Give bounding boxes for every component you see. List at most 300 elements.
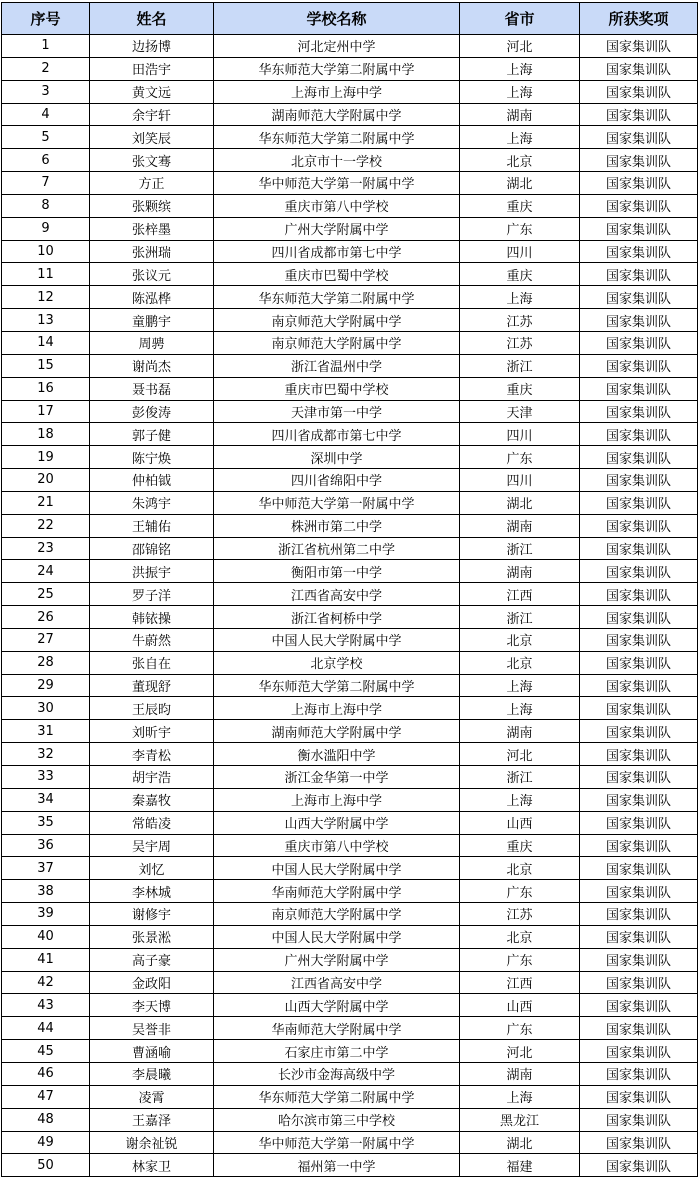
cell-province: 湖南 bbox=[460, 514, 580, 537]
cell-name: 边扬博 bbox=[90, 35, 214, 58]
table-row bbox=[2, 606, 698, 629]
cell-school: 浙江省温州中学 bbox=[214, 354, 460, 377]
cell-index: 6 bbox=[2, 149, 90, 172]
cell-school: 江西省高安中学 bbox=[214, 583, 460, 606]
cell-award: 国家集训队 bbox=[580, 651, 698, 674]
cell-award: 国家集训队 bbox=[580, 537, 698, 560]
table-row bbox=[2, 857, 698, 880]
table-row bbox=[2, 103, 698, 126]
cell-award: 国家集训队 bbox=[580, 834, 698, 857]
cell-school: 华中师范大学第一附属中学 bbox=[214, 491, 460, 514]
cell-award: 国家集训队 bbox=[580, 354, 698, 377]
cell-award: 国家集训队 bbox=[580, 994, 698, 1017]
cell-award: 国家集训队 bbox=[580, 1154, 698, 1177]
table-row bbox=[2, 560, 698, 583]
table-row bbox=[2, 400, 698, 423]
cell-province: 山西 bbox=[460, 811, 580, 834]
cell-province: 广东 bbox=[460, 1017, 580, 1040]
cell-index: 49 bbox=[2, 1131, 90, 1154]
cell-index: 20 bbox=[2, 469, 90, 492]
cell-index: 10 bbox=[2, 240, 90, 263]
cell-province: 北京 bbox=[460, 857, 580, 880]
cell-award: 国家集训队 bbox=[580, 606, 698, 629]
cell-school: 华东师范大学第二附属中学 bbox=[214, 286, 460, 309]
cell-school: 上海市上海中学 bbox=[214, 788, 460, 811]
cell-school: 天津市第一中学 bbox=[214, 400, 460, 423]
cell-award: 国家集训队 bbox=[580, 35, 698, 58]
table-row bbox=[2, 126, 698, 149]
table-row bbox=[2, 331, 698, 354]
cell-name: 张景淞 bbox=[90, 925, 214, 948]
cell-province: 湖南 bbox=[460, 560, 580, 583]
table-row bbox=[2, 491, 698, 514]
cell-name: 邵锦铭 bbox=[90, 537, 214, 560]
cell-index: 26 bbox=[2, 606, 90, 629]
cell-province: 湖北 bbox=[460, 491, 580, 514]
header-award: 所获奖项 bbox=[580, 3, 698, 35]
cell-index: 38 bbox=[2, 880, 90, 903]
cell-school: 山西大学附属中学 bbox=[214, 994, 460, 1017]
cell-province: 江苏 bbox=[460, 903, 580, 926]
cell-index: 5 bbox=[2, 126, 90, 149]
cell-name: 高子豪 bbox=[90, 948, 214, 971]
table-row bbox=[2, 423, 698, 446]
cell-award: 国家集训队 bbox=[580, 925, 698, 948]
table-header bbox=[2, 3, 698, 35]
table-row bbox=[2, 149, 698, 172]
cell-province: 北京 bbox=[460, 628, 580, 651]
table-row bbox=[2, 263, 698, 286]
cell-index: 27 bbox=[2, 628, 90, 651]
cell-name: 金政阳 bbox=[90, 971, 214, 994]
cell-school: 福州第一中学 bbox=[214, 1154, 460, 1177]
table-row bbox=[2, 446, 698, 469]
cell-name: 朱鸿宇 bbox=[90, 491, 214, 514]
cell-award: 国家集训队 bbox=[580, 172, 698, 195]
cell-school: 华东师范大学第二附属中学 bbox=[214, 1085, 460, 1108]
table-row bbox=[2, 286, 698, 309]
cell-school: 重庆市第八中学校 bbox=[214, 194, 460, 217]
cell-province: 上海 bbox=[460, 57, 580, 80]
cell-award: 国家集训队 bbox=[580, 1040, 698, 1063]
cell-index: 22 bbox=[2, 514, 90, 537]
table-row bbox=[2, 788, 698, 811]
cell-index: 21 bbox=[2, 491, 90, 514]
cell-name: 谢尚杰 bbox=[90, 354, 214, 377]
cell-school: 衡水滥阳中学 bbox=[214, 743, 460, 766]
table-row bbox=[2, 766, 698, 789]
cell-school: 湖南师范大学附属中学 bbox=[214, 103, 460, 126]
cell-name: 洪振宇 bbox=[90, 560, 214, 583]
table-row bbox=[2, 948, 698, 971]
cell-index: 19 bbox=[2, 446, 90, 469]
cell-school: 四川省成都市第七中学 bbox=[214, 423, 460, 446]
cell-award: 国家集训队 bbox=[580, 811, 698, 834]
table-row bbox=[2, 80, 698, 103]
cell-name: 刘笑辰 bbox=[90, 126, 214, 149]
cell-province: 北京 bbox=[460, 925, 580, 948]
cell-name: 余宇轩 bbox=[90, 103, 214, 126]
cell-school: 华东师范大学第二附属中学 bbox=[214, 674, 460, 697]
cell-index: 7 bbox=[2, 172, 90, 195]
cell-index: 50 bbox=[2, 1154, 90, 1177]
cell-index: 36 bbox=[2, 834, 90, 857]
cell-school: 华东师范大学第二附属中学 bbox=[214, 126, 460, 149]
cell-province: 湖南 bbox=[460, 1062, 580, 1085]
cell-province: 天津 bbox=[460, 400, 580, 423]
cell-name: 董现舒 bbox=[90, 674, 214, 697]
table-row bbox=[2, 1062, 698, 1085]
table-row bbox=[2, 537, 698, 560]
cell-province: 湖北 bbox=[460, 1131, 580, 1154]
cell-school: 湖南师范大学附属中学 bbox=[214, 720, 460, 743]
cell-province: 上海 bbox=[460, 286, 580, 309]
cell-index: 35 bbox=[2, 811, 90, 834]
table-row bbox=[2, 1085, 698, 1108]
cell-name: 秦嘉牧 bbox=[90, 788, 214, 811]
cell-province: 湖南 bbox=[460, 103, 580, 126]
cell-school: 广州大学附属中学 bbox=[214, 948, 460, 971]
table-row bbox=[2, 57, 698, 80]
cell-province: 河北 bbox=[460, 35, 580, 58]
cell-index: 43 bbox=[2, 994, 90, 1017]
cell-award: 国家集训队 bbox=[580, 948, 698, 971]
cell-school: 南京师范大学附属中学 bbox=[214, 309, 460, 332]
cell-school: 四川省绵阳中学 bbox=[214, 469, 460, 492]
cell-award: 国家集训队 bbox=[580, 377, 698, 400]
cell-school: 石家庄市第二中学 bbox=[214, 1040, 460, 1063]
cell-award: 国家集训队 bbox=[580, 857, 698, 880]
cell-award: 国家集训队 bbox=[580, 720, 698, 743]
cell-index: 9 bbox=[2, 217, 90, 240]
cell-school: 江西省高安中学 bbox=[214, 971, 460, 994]
cell-name: 黄文远 bbox=[90, 80, 214, 103]
cell-name: 仲柏钺 bbox=[90, 469, 214, 492]
cell-school: 中国人民大学附属中学 bbox=[214, 628, 460, 651]
cell-award: 国家集训队 bbox=[580, 1131, 698, 1154]
header-school: 学校名称 bbox=[214, 3, 460, 35]
cell-name: 胡宇浩 bbox=[90, 766, 214, 789]
cell-name: 刘忆 bbox=[90, 857, 214, 880]
cell-province: 四川 bbox=[460, 240, 580, 263]
cell-province: 重庆 bbox=[460, 263, 580, 286]
cell-province: 北京 bbox=[460, 149, 580, 172]
cell-name: 吴誉非 bbox=[90, 1017, 214, 1040]
table-row bbox=[2, 811, 698, 834]
cell-award: 国家集训队 bbox=[580, 971, 698, 994]
cell-name: 张颗缤 bbox=[90, 194, 214, 217]
cell-name: 张自在 bbox=[90, 651, 214, 674]
table-row bbox=[2, 720, 698, 743]
cell-province: 浙江 bbox=[460, 766, 580, 789]
cell-school: 南京师范大学附属中学 bbox=[214, 331, 460, 354]
table-row bbox=[2, 217, 698, 240]
cell-name: 陈泓桦 bbox=[90, 286, 214, 309]
cell-province: 上海 bbox=[460, 697, 580, 720]
cell-province: 上海 bbox=[460, 80, 580, 103]
table-row bbox=[2, 354, 698, 377]
cell-school: 华东师范大学第二附属中学 bbox=[214, 57, 460, 80]
cell-province: 浙江 bbox=[460, 537, 580, 560]
cell-province: 河北 bbox=[460, 1040, 580, 1063]
cell-school: 浙江金华第一中学 bbox=[214, 766, 460, 789]
cell-school: 华中师范大学第一附属中学 bbox=[214, 172, 460, 195]
cell-name: 李天博 bbox=[90, 994, 214, 1017]
cell-award: 国家集训队 bbox=[580, 194, 698, 217]
cell-province: 广东 bbox=[460, 880, 580, 903]
cell-name: 刘昕宇 bbox=[90, 720, 214, 743]
cell-name: 罗子洋 bbox=[90, 583, 214, 606]
cell-province: 上海 bbox=[460, 788, 580, 811]
cell-name: 韩铱操 bbox=[90, 606, 214, 629]
table-row bbox=[2, 377, 698, 400]
cell-school: 深圳中学 bbox=[214, 446, 460, 469]
cell-award: 国家集训队 bbox=[580, 903, 698, 926]
table-row bbox=[2, 583, 698, 606]
cell-province: 黑龙江 bbox=[460, 1108, 580, 1131]
cell-name: 张梓墨 bbox=[90, 217, 214, 240]
cell-name: 王辅佑 bbox=[90, 514, 214, 537]
cell-province: 四川 bbox=[460, 469, 580, 492]
cell-name: 李林城 bbox=[90, 880, 214, 903]
cell-province: 上海 bbox=[460, 674, 580, 697]
cell-award: 国家集训队 bbox=[580, 514, 698, 537]
cell-name: 陈宁焕 bbox=[90, 446, 214, 469]
cell-school: 北京市十一学校 bbox=[214, 149, 460, 172]
cell-award: 国家集训队 bbox=[580, 400, 698, 423]
cell-index: 45 bbox=[2, 1040, 90, 1063]
cell-school: 重庆市第八中学校 bbox=[214, 834, 460, 857]
cell-province: 江西 bbox=[460, 583, 580, 606]
cell-index: 2 bbox=[2, 57, 90, 80]
cell-award: 国家集训队 bbox=[580, 628, 698, 651]
cell-award: 国家集训队 bbox=[580, 103, 698, 126]
cell-award: 国家集训队 bbox=[580, 1062, 698, 1085]
cell-index: 42 bbox=[2, 971, 90, 994]
cell-index: 8 bbox=[2, 194, 90, 217]
table-row bbox=[2, 35, 698, 58]
cell-school: 长沙市金海高级中学 bbox=[214, 1062, 460, 1085]
header-province: 省市 bbox=[460, 3, 580, 35]
cell-award: 国家集训队 bbox=[580, 766, 698, 789]
table-row bbox=[2, 925, 698, 948]
table-row bbox=[2, 469, 698, 492]
cell-province: 河北 bbox=[460, 743, 580, 766]
award-table bbox=[1, 2, 698, 1177]
cell-school: 上海市上海中学 bbox=[214, 80, 460, 103]
cell-award: 国家集训队 bbox=[580, 263, 698, 286]
cell-school: 广州大学附属中学 bbox=[214, 217, 460, 240]
cell-index: 25 bbox=[2, 583, 90, 606]
table-row bbox=[2, 903, 698, 926]
cell-school: 北京学校 bbox=[214, 651, 460, 674]
cell-province: 重庆 bbox=[460, 834, 580, 857]
cell-name: 常皓凌 bbox=[90, 811, 214, 834]
header-index: 序号 bbox=[2, 3, 90, 35]
cell-index: 34 bbox=[2, 788, 90, 811]
cell-school: 华南师范大学附属中学 bbox=[214, 880, 460, 903]
cell-index: 4 bbox=[2, 103, 90, 126]
cell-index: 46 bbox=[2, 1062, 90, 1085]
cell-index: 12 bbox=[2, 286, 90, 309]
cell-award: 国家集训队 bbox=[580, 309, 698, 332]
cell-index: 29 bbox=[2, 674, 90, 697]
cell-school: 中国人民大学附属中学 bbox=[214, 925, 460, 948]
table-row bbox=[2, 674, 698, 697]
table-row bbox=[2, 309, 698, 332]
cell-index: 15 bbox=[2, 354, 90, 377]
cell-school: 上海市上海中学 bbox=[214, 697, 460, 720]
cell-index: 33 bbox=[2, 766, 90, 789]
cell-province: 上海 bbox=[460, 126, 580, 149]
table-body bbox=[2, 35, 698, 1177]
cell-award: 国家集训队 bbox=[580, 446, 698, 469]
cell-province: 山西 bbox=[460, 994, 580, 1017]
cell-name: 凌霄 bbox=[90, 1085, 214, 1108]
cell-name: 聂书磊 bbox=[90, 377, 214, 400]
table-row bbox=[2, 994, 698, 1017]
cell-name: 周骋 bbox=[90, 331, 214, 354]
cell-index: 11 bbox=[2, 263, 90, 286]
cell-province: 北京 bbox=[460, 651, 580, 674]
table-row bbox=[2, 194, 698, 217]
cell-name: 吴宇周 bbox=[90, 834, 214, 857]
cell-index: 17 bbox=[2, 400, 90, 423]
cell-name: 张洲瑞 bbox=[90, 240, 214, 263]
cell-name: 王辰昀 bbox=[90, 697, 214, 720]
cell-award: 国家集训队 bbox=[580, 469, 698, 492]
cell-index: 48 bbox=[2, 1108, 90, 1131]
cell-province: 广东 bbox=[460, 948, 580, 971]
cell-school: 南京师范大学附属中学 bbox=[214, 903, 460, 926]
table-row bbox=[2, 651, 698, 674]
cell-name: 林家卫 bbox=[90, 1154, 214, 1177]
table-row bbox=[2, 628, 698, 651]
cell-award: 国家集训队 bbox=[580, 80, 698, 103]
cell-index: 24 bbox=[2, 560, 90, 583]
table-row bbox=[2, 240, 698, 263]
cell-school: 浙江省杭州第二中学 bbox=[214, 537, 460, 560]
table-row bbox=[2, 1131, 698, 1154]
cell-award: 国家集训队 bbox=[580, 149, 698, 172]
cell-school: 重庆市巴蜀中学校 bbox=[214, 377, 460, 400]
cell-province: 广东 bbox=[460, 217, 580, 240]
cell-index: 47 bbox=[2, 1085, 90, 1108]
cell-province: 江西 bbox=[460, 971, 580, 994]
cell-award: 国家集训队 bbox=[580, 57, 698, 80]
cell-award: 国家集训队 bbox=[580, 1108, 698, 1131]
cell-award: 国家集训队 bbox=[580, 697, 698, 720]
cell-index: 30 bbox=[2, 697, 90, 720]
cell-province: 浙江 bbox=[460, 354, 580, 377]
cell-index: 18 bbox=[2, 423, 90, 446]
cell-award: 国家集训队 bbox=[580, 331, 698, 354]
cell-index: 16 bbox=[2, 377, 90, 400]
cell-name: 谢余祉锐 bbox=[90, 1131, 214, 1154]
cell-province: 重庆 bbox=[460, 377, 580, 400]
table-row bbox=[2, 1017, 698, 1040]
cell-index: 31 bbox=[2, 720, 90, 743]
cell-index: 39 bbox=[2, 903, 90, 926]
cell-award: 国家集训队 bbox=[580, 880, 698, 903]
cell-award: 国家集训队 bbox=[580, 1085, 698, 1108]
cell-province: 浙江 bbox=[460, 606, 580, 629]
cell-index: 1 bbox=[2, 35, 90, 58]
cell-school: 山西大学附属中学 bbox=[214, 811, 460, 834]
cell-index: 37 bbox=[2, 857, 90, 880]
cell-name: 张文骞 bbox=[90, 149, 214, 172]
cell-award: 国家集训队 bbox=[580, 240, 698, 263]
table-row bbox=[2, 971, 698, 994]
cell-index: 3 bbox=[2, 80, 90, 103]
cell-index: 32 bbox=[2, 743, 90, 766]
cell-school: 哈尔滨市第三中学校 bbox=[214, 1108, 460, 1131]
table-row bbox=[2, 172, 698, 195]
cell-award: 国家集训队 bbox=[580, 126, 698, 149]
header-row bbox=[2, 3, 698, 35]
cell-index: 41 bbox=[2, 948, 90, 971]
table-row bbox=[2, 880, 698, 903]
cell-award: 国家集训队 bbox=[580, 674, 698, 697]
cell-name: 方正 bbox=[90, 172, 214, 195]
cell-school: 株洲市第二中学 bbox=[214, 514, 460, 537]
cell-province: 上海 bbox=[460, 1085, 580, 1108]
cell-award: 国家集训队 bbox=[580, 1017, 698, 1040]
cell-award: 国家集训队 bbox=[580, 583, 698, 606]
cell-province: 湖南 bbox=[460, 720, 580, 743]
cell-name: 牛蔚然 bbox=[90, 628, 214, 651]
cell-school: 华中师范大学第一附属中学 bbox=[214, 1131, 460, 1154]
cell-province: 江苏 bbox=[460, 309, 580, 332]
cell-award: 国家集训队 bbox=[580, 743, 698, 766]
cell-index: 44 bbox=[2, 1017, 90, 1040]
cell-school: 四川省成都市第七中学 bbox=[214, 240, 460, 263]
cell-name: 王嘉泽 bbox=[90, 1108, 214, 1131]
cell-school: 河北定州中学 bbox=[214, 35, 460, 58]
header-name: 姓名 bbox=[90, 3, 214, 35]
cell-name: 彭俊涛 bbox=[90, 400, 214, 423]
cell-school: 浙江省柯桥中学 bbox=[214, 606, 460, 629]
table-row bbox=[2, 1108, 698, 1131]
cell-award: 国家集训队 bbox=[580, 217, 698, 240]
cell-school: 华南师范大学附属中学 bbox=[214, 1017, 460, 1040]
cell-index: 28 bbox=[2, 651, 90, 674]
cell-school: 衡阳市第一中学 bbox=[214, 560, 460, 583]
cell-province: 江苏 bbox=[460, 331, 580, 354]
cell-index: 14 bbox=[2, 331, 90, 354]
table-row bbox=[2, 697, 698, 720]
cell-award: 国家集训队 bbox=[580, 560, 698, 583]
cell-school: 重庆市巴蜀中学校 bbox=[214, 263, 460, 286]
cell-name: 童鹏宇 bbox=[90, 309, 214, 332]
cell-province: 广东 bbox=[460, 446, 580, 469]
cell-name: 李晨曦 bbox=[90, 1062, 214, 1085]
cell-name: 谢修宇 bbox=[90, 903, 214, 926]
table-row bbox=[2, 834, 698, 857]
cell-name: 张议元 bbox=[90, 263, 214, 286]
cell-index: 40 bbox=[2, 925, 90, 948]
cell-index: 13 bbox=[2, 309, 90, 332]
table-row bbox=[2, 514, 698, 537]
cell-name: 田浩宇 bbox=[90, 57, 214, 80]
cell-award: 国家集训队 bbox=[580, 286, 698, 309]
cell-province: 福建 bbox=[460, 1154, 580, 1177]
cell-school: 中国人民大学附属中学 bbox=[214, 857, 460, 880]
cell-award: 国家集训队 bbox=[580, 788, 698, 811]
cell-name: 曹涵喻 bbox=[90, 1040, 214, 1063]
cell-name: 李青松 bbox=[90, 743, 214, 766]
cell-province: 四川 bbox=[460, 423, 580, 446]
